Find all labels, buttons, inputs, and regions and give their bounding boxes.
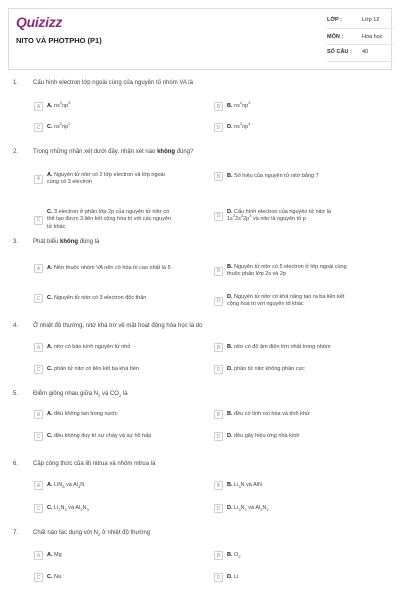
option-letter-box: D [214, 123, 223, 132]
meta-label-grade: LỚP : [327, 17, 342, 23]
option-label: B. [227, 343, 233, 350]
option-text: A. LiN$_3$ và $Al_3N$ [47, 481, 85, 489]
answer-option-b[interactable] [214, 481, 262, 490]
answer-option-b[interactable] [214, 99, 251, 111]
option-label: D. [227, 123, 233, 130]
option-label: A. [47, 410, 53, 417]
option-text: B. $Li_3N$ và AlN [227, 481, 262, 489]
answer-option-a[interactable] [34, 99, 71, 111]
question-number: 1. [13, 80, 19, 86]
option-text: B. $ns^2np^3$ [227, 99, 251, 109]
option-label: B. [227, 551, 233, 558]
quizizz-logo: Quizizz [16, 14, 63, 30]
option-label: B. [227, 410, 233, 417]
answer-option-c[interactable] [34, 432, 151, 441]
option-label: C. [47, 573, 53, 580]
meta-label-subject: MÔN : [327, 34, 344, 40]
option-text: A. Mg [47, 551, 62, 558]
option-label: B. [227, 264, 233, 270]
option-label: B. [227, 481, 233, 488]
question-text: Chất nào tác dụng với $N_2$ ở nhiệt độ thường [33, 530, 151, 538]
option-letter-box: A [34, 175, 43, 184]
option-label: C. [47, 504, 53, 511]
option-label: C. [47, 294, 53, 301]
option-label: A. [47, 102, 53, 109]
option-text: D. đều gây hiệu ứng nhà kính [227, 432, 300, 439]
answer-option-a[interactable] [34, 343, 130, 352]
option-text: D. $Li_3N_2$ và $Al_3N_2$ [227, 504, 269, 512]
option-text: C. đều không duy trì sự cháy và sự hô hấp [47, 432, 152, 439]
option-text: C. 3 electron ở phân lớp 2p của nguyên tử nitơ có thể tạo được 3 liên kết cộng hóa trị với các nguyên tử khác [47, 209, 172, 230]
option-label: A. [47, 343, 53, 350]
option-letter-box: A [34, 264, 43, 273]
answer-option-d[interactable] [214, 365, 305, 374]
meta-value-subject: Hóa học [362, 34, 383, 40]
option-text: C. Na [47, 573, 62, 580]
option-text: D. phân tử nitơ không phân cực [227, 365, 305, 372]
answer-option-c[interactable] [34, 294, 146, 303]
option-letter-box: A [34, 102, 43, 111]
option-letter-box: B [214, 267, 223, 276]
option-text: B. Số hiệu của nguyên tử nitơ bằng 7 [227, 172, 319, 179]
answer-option-b[interactable] [214, 410, 310, 419]
option-text: A. Nitơ thuộc nhóm VA nên có hóa trị cao nhất là 5 [47, 264, 171, 271]
option-text: C. $ns^2np^2$ [47, 120, 71, 130]
answer-option-a[interactable] [34, 410, 118, 419]
answer-option-c[interactable] [34, 573, 61, 582]
question-number: 7. [13, 530, 19, 536]
answer-option-c[interactable] [34, 120, 71, 132]
option-letter-box: C [34, 365, 43, 374]
option-text: B. đều có tính oxi hóa và tính khử [227, 410, 310, 417]
answer-option-d[interactable] [214, 573, 238, 582]
question-text: Cặp công thức của liti nitrua và nhôm nitrua là [33, 461, 156, 467]
option-label: A. [47, 172, 53, 178]
option-label: C. [47, 365, 53, 372]
answer-option-d[interactable] [214, 209, 331, 224]
answer-option-c[interactable] [34, 365, 139, 374]
option-letter-box: C [34, 294, 43, 303]
option-letter-box: C [34, 216, 43, 225]
option-label: D. [227, 432, 233, 439]
answer-option-d[interactable] [214, 432, 299, 441]
option-label: D. [227, 209, 233, 215]
option-text: A. đều không tan trong nước [47, 410, 118, 417]
answer-option-a[interactable] [34, 172, 165, 187]
meta-value-count: 40 [362, 49, 369, 55]
option-label: B. [227, 102, 233, 109]
option-text: B. nitơ có độ âm điện lớn nhất trong nhóm [227, 343, 331, 350]
quiz-header [8, 8, 392, 70]
option-letter-box: D [214, 365, 223, 374]
option-label: A. [47, 481, 53, 488]
option-letter-box: C [34, 573, 43, 582]
question-text: Ở nhiệt độ thường, nitơ khá trơ về mặt hoạt động hóa học là do [33, 323, 203, 329]
option-letter-box: B [214, 551, 223, 560]
option-label: D. [227, 294, 233, 300]
option-text: A. $ns^2np^5$ [47, 99, 71, 109]
option-text: C. Nguyên tử nitơ có 3 electron độc thân [47, 294, 147, 301]
meta-divider [327, 44, 393, 45]
option-letter-box: D [214, 504, 223, 513]
option-text: A. nitơ có bán kính nguyên tử nhỏ [47, 343, 131, 350]
question-number: 5. [13, 391, 19, 397]
question-number: 4. [13, 323, 19, 329]
meta-label-count: SỐ CÂU : [327, 49, 352, 55]
answer-option-a[interactable] [34, 551, 62, 560]
question-text: Phát biểu không đúng là [33, 239, 100, 245]
option-letter-box: D [214, 212, 223, 221]
option-text: D. Cấu hình electron của nguyên tử nitơ là $1s^22s^22p^3$ và nitơ là nguyên tố p [227, 209, 331, 223]
option-label: B. [227, 172, 233, 179]
answer-option-b[interactable] [214, 343, 331, 352]
option-label: A. [47, 551, 53, 558]
question-number: 3. [13, 239, 19, 245]
meta-divider [327, 61, 393, 62]
option-letter-box: A [34, 551, 43, 560]
option-text: D. Nguyên tử nitơ có khả năng tạo ra ba liên kết cộng hoá trị với nguyên tố khác [227, 294, 345, 308]
option-label: D. [227, 573, 233, 580]
question-text: Điểm giống nhau giữa $N_2$ và $CO_2$ là [33, 391, 128, 399]
option-letter-box: B [214, 410, 223, 419]
option-letter-box: C [34, 123, 43, 132]
option-label: C. [47, 123, 53, 130]
option-label: D. [227, 365, 233, 372]
answer-option-c[interactable] [34, 209, 171, 231]
option-letter-box: D [214, 573, 223, 582]
option-letter-box: B [214, 102, 223, 111]
option-text: D. $ns^2np^4$ [227, 120, 251, 130]
answer-option-d[interactable] [214, 294, 344, 309]
meta-value-grade: Lớp 12 [362, 17, 380, 23]
option-text: A. Nguyên tử nitơ có 2 lớp electron và lớp ngoài cùng có 3 electron [47, 172, 165, 186]
option-letter-box: B [214, 481, 223, 490]
option-letter-box: C [34, 504, 43, 513]
option-letter-box: A [34, 410, 43, 419]
option-label: C. [47, 209, 53, 215]
answer-option-d[interactable] [214, 120, 251, 132]
question-number: 2. [13, 149, 19, 155]
option-text: B. Nguyên tử nitơ có 5 electron ở lớp ngoài cùng thuộc phân lớp 2s và 2p [227, 264, 347, 278]
answer-option-b[interactable] [214, 551, 241, 560]
option-letter-box: A [34, 481, 43, 490]
quiz-title: NITO VÀ PHOTPHO (P1) [16, 36, 102, 45]
option-letter-box: D [214, 432, 223, 441]
meta-divider [327, 28, 393, 29]
answer-option-a[interactable] [34, 264, 171, 273]
question-text: Cấu hình electron lớp ngoài cùng của nguyên tố nhóm VA là [33, 80, 193, 86]
answer-option-d[interactable] [214, 504, 269, 513]
option-letter-box: A [34, 343, 43, 352]
option-letter-box: B [214, 343, 223, 352]
option-letter-box: B [214, 172, 223, 181]
answer-option-a[interactable] [34, 481, 84, 490]
option-label: C. [47, 432, 53, 439]
answer-option-b[interactable] [214, 264, 347, 279]
question-number: 6. [13, 461, 19, 467]
option-letter-box: D [214, 297, 223, 306]
option-letter-box: C [34, 432, 43, 441]
option-label: D. [227, 504, 233, 511]
answer-option-b[interactable] [214, 172, 319, 181]
option-text: C. $Li_2N_3$ và $Al_2N_3$ [47, 504, 89, 512]
question-text: Trong những nhận xét dưới đây, nhận xét nào không đúng? [33, 149, 194, 155]
option-text: D. Li [227, 573, 239, 580]
option-text: C. phân tử nitơ có liên kết ba khá bền [47, 365, 139, 372]
option-text: B. $O_2$ [227, 551, 241, 559]
option-label: A. [47, 264, 53, 271]
answer-option-c[interactable] [34, 504, 89, 513]
